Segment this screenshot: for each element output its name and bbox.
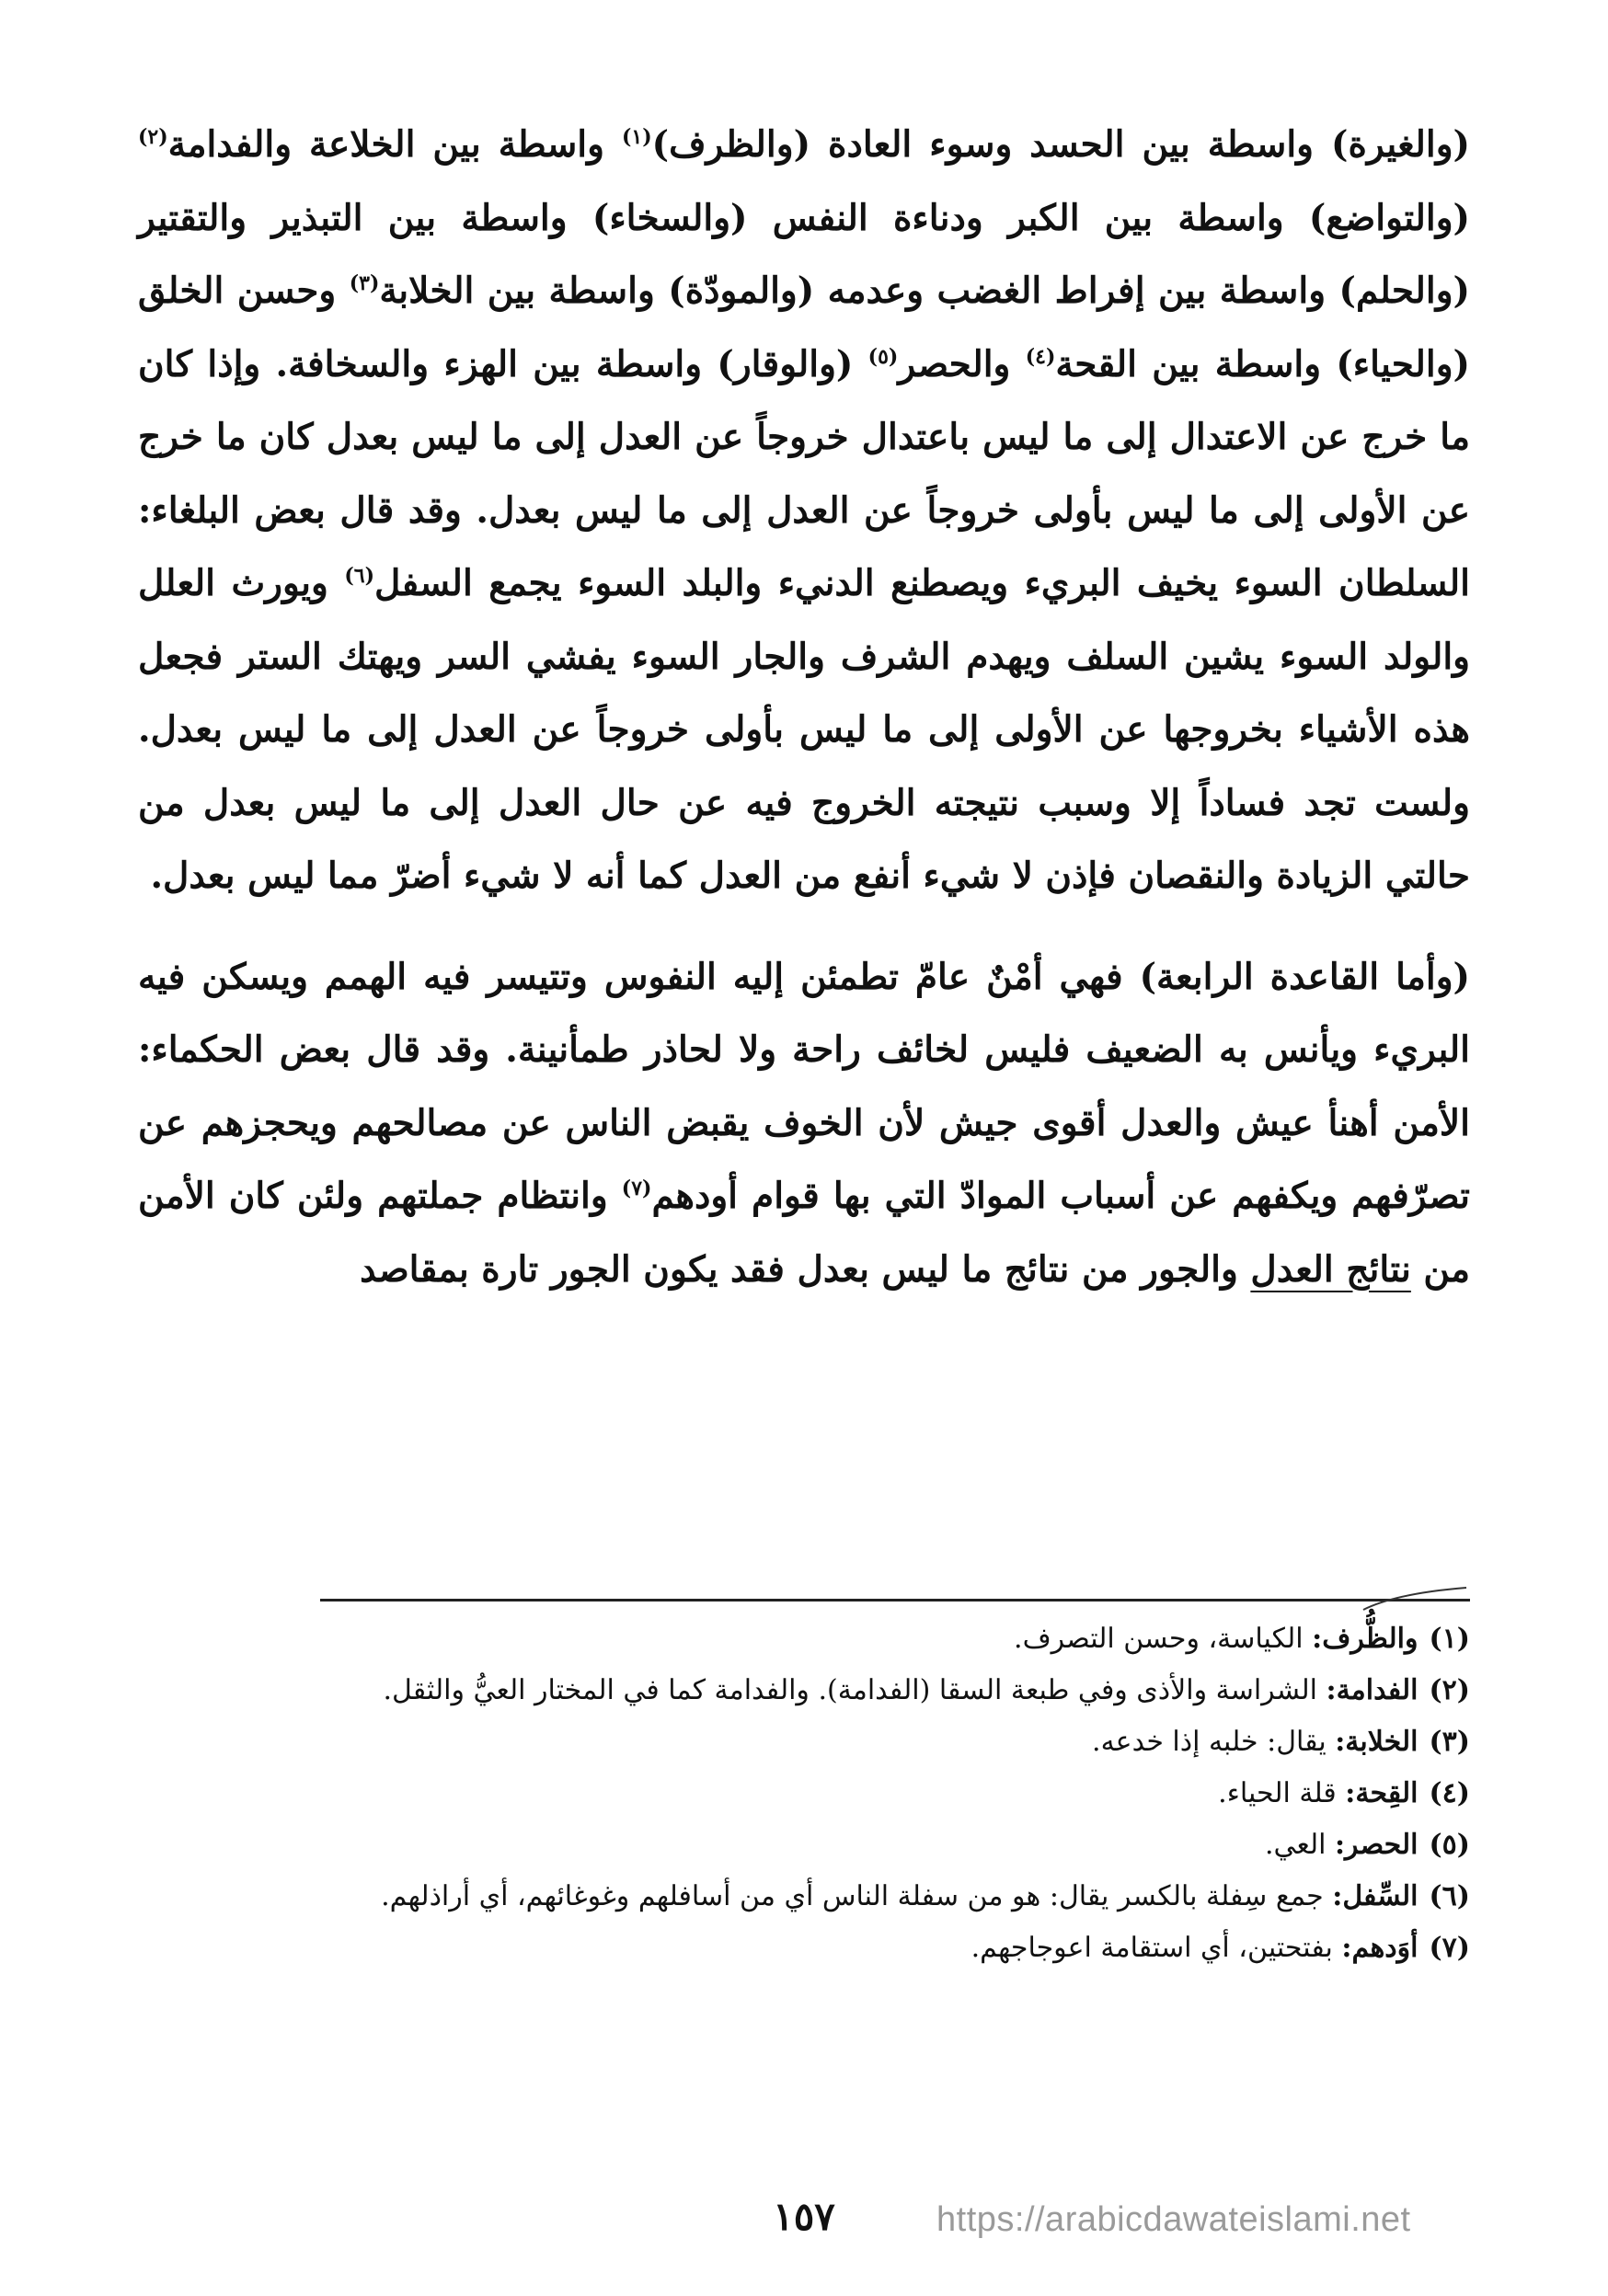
footnote-6 xyxy=(138,1873,1470,1921)
footnote-term: الخلابة: xyxy=(1335,1726,1418,1758)
footnote-body xyxy=(138,1924,1418,1972)
text-run: وحسن الخلق (والحياء) واسطة بين القحة xyxy=(138,270,1470,385)
footnote-ref-1: (١) xyxy=(621,125,652,149)
footnote-7 xyxy=(138,1924,1470,1972)
footnote-ref-4: (٤) xyxy=(1025,344,1056,369)
footnote-number: (٦) xyxy=(1429,1880,1470,1912)
text-run: (والتواضع) واسطة بين الكبر ودناءة النفس (والسخاء) واسطة بين التبذير والتقتير (والحلم) واسطة بين إفراط الغضب وعدمه (والمودّة) واسطة بين الخلابة xyxy=(138,196,1470,312)
underlined-phrase: نتائج العدل xyxy=(1250,1247,1411,1291)
footnote-ref-3: (٣) xyxy=(349,271,380,295)
footnote-number: (١) xyxy=(1429,1623,1470,1655)
text-run: والحصر xyxy=(898,342,1026,385)
footnote-term: السِّفل: xyxy=(1332,1880,1418,1912)
paragraph-1 xyxy=(138,109,1470,913)
footnote-number: (٥) xyxy=(1429,1829,1470,1861)
text-run: وانتظام جملتهم ولئن كان الأمن من xyxy=(138,1175,1470,1291)
footnote-3 xyxy=(138,1718,1470,1766)
footnote-1 xyxy=(138,1615,1470,1663)
footnote-term: الفدامة: xyxy=(1326,1674,1418,1706)
footnote-number: (٧) xyxy=(1429,1932,1470,1964)
text-run: (والوقار) واسطة بين الهزء والسخافة. وإذا كان ما خرج عن الاعتدال إلى ما ليس باعتدال خروجاً عن العدل إلى ما ليس بعدل كان ما خرج عن الأولى إلى ما ليس بأولى خروجاً عن العدل إلى ما ليس بعدل. وقد قال بعض البلغاء: السلطان السوء يخيف البريء ويصطنع الدنيء والبلد السوء يجمع السفل xyxy=(138,342,1470,604)
footnote-term: القِحة: xyxy=(1345,1777,1418,1809)
paragraph-2 xyxy=(138,941,1470,1307)
footnote-term: الحصر: xyxy=(1334,1829,1418,1861)
footnote-4 xyxy=(138,1770,1470,1818)
footnote-separator xyxy=(320,1599,1470,1601)
footnote-body xyxy=(138,1873,1418,1921)
footnote-term: أوَدهم: xyxy=(1341,1932,1418,1964)
text-run: والجور من نتائج ما ليس بعدل فقد يكون الجور تارة بمقاصد xyxy=(360,1247,1251,1291)
footnote-text: قلة الحياء. xyxy=(1218,1777,1346,1809)
text-run: (والغيرة) واسطة بين الحسد وسوء العادة (والظرف) xyxy=(651,123,1470,166)
footnote-number: (٤) xyxy=(1429,1777,1470,1809)
footnote-body xyxy=(138,1667,1418,1715)
page-number: ١٥٧ xyxy=(773,2194,835,2239)
footnote-2 xyxy=(138,1667,1470,1715)
footnote-text: جمع سِفلة بالكسر يقال: هو من سفلة الناس أي من أسافلهم وغوغائهم، أي أراذلهم. xyxy=(381,1880,1333,1912)
main-text xyxy=(138,109,1470,1306)
footnote-ref-7: (٧) xyxy=(621,1177,652,1200)
footnote-text: بفتحتين، أي استقامة اعوجاجهم. xyxy=(971,1932,1342,1964)
watermark-url: https://arabicdawateislami.net xyxy=(936,2200,1411,2239)
footnote-term: والظُّرف: xyxy=(1312,1623,1418,1655)
text-run: (وأما القاعدة الرابعة) فهي أمْنٌ عامّ تطمئن إليه النفوس وتتيسر فيه الهمم ويسكن فيه البريء ويأنس به الضعيف فليس لخائف راحة ولا لحاذر طمأنينة. وقد قال بعض الحكماء: الأمن أهنأ عيش والعدل أقوى جيش لأن الخوف يقبض الناس عن مصالحهم ويحجزهم عن تصرّفهم ويكفهم عن أسباب الموادّ التي بها قوام أودهم xyxy=(138,955,1470,1217)
footnote-number: (٣) xyxy=(1429,1726,1470,1758)
separator-flourish xyxy=(1360,1582,1470,1619)
footnote-ref-6: (٦) xyxy=(344,564,374,588)
footnote-number: (٢) xyxy=(1429,1674,1470,1706)
footnotes xyxy=(138,1615,1470,1976)
footnote-ref-5: (٥) xyxy=(867,344,899,369)
footnote-text: يقال: خلبه إذا خدعه. xyxy=(1092,1726,1336,1758)
footnote-text: الشراسة والأذى وفي طبعة السقا (الفدامة). والفدامة كما في المختار العيُّ والثقل. xyxy=(383,1674,1327,1706)
footnote-text: الكياسة، وحسن التصرف. xyxy=(1014,1623,1313,1655)
footnote-body xyxy=(138,1821,1418,1869)
footnote-body xyxy=(138,1615,1418,1663)
footnote-text: العي. xyxy=(1264,1829,1335,1861)
footnote-body xyxy=(138,1770,1418,1818)
text-run: واسطة بين الخلاعة والفدامة xyxy=(167,123,622,166)
footnote-5 xyxy=(138,1821,1470,1869)
footnote-ref-2: (٢) xyxy=(138,125,168,149)
footnote-body xyxy=(138,1718,1418,1766)
text-run: ويورث العلل والولد السوء يشين السلف ويهدم الشرف والجار السوء يفشي السر ويهتك الستر فجعل هذه الأشياء بخروجها عن الأولى إلى ما ليس بأولى خروجاً عن العدل إلى ما ليس بعدل. ولست تجد فساداً إلا وسبب نتيجته الخروج فيه عن حال العدل إلى ما ليس بعدل من حالتي الزيادة والنقصان فإذن لا شيء أنفع من العدل كما أنه لا شيء أضرّ مما ليس بعدل. xyxy=(138,562,1470,897)
